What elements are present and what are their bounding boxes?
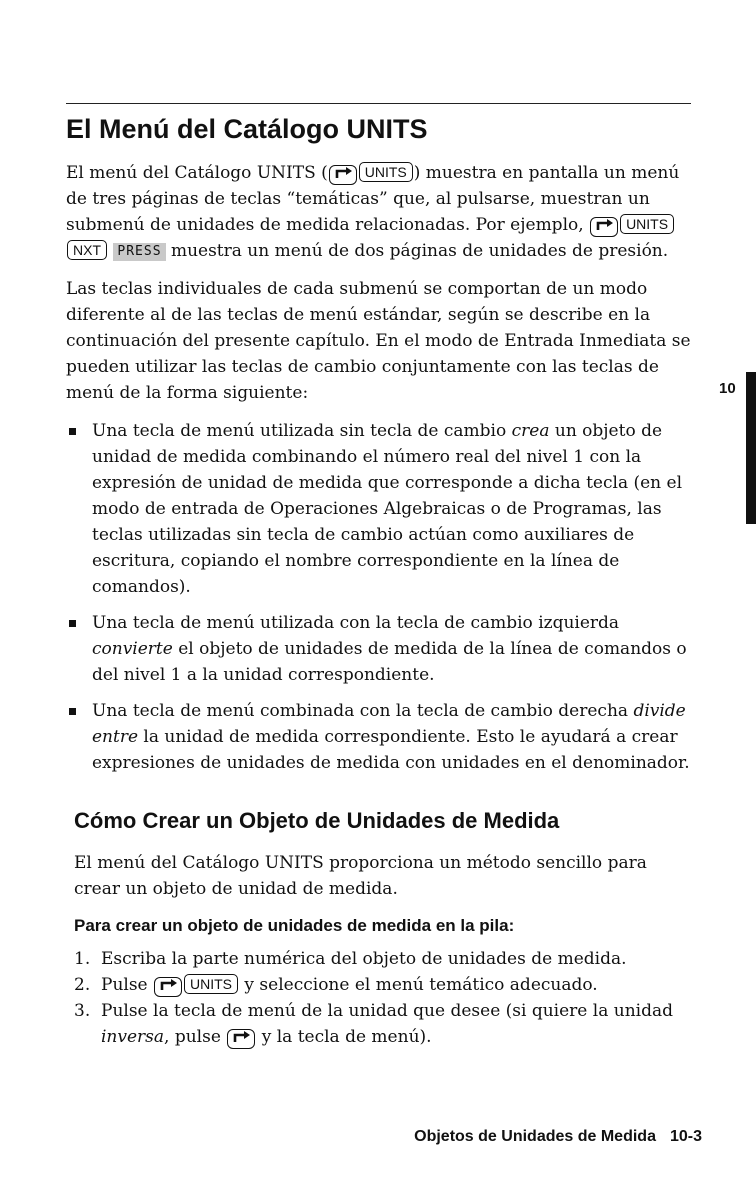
bullet-text: Una tecla de menú utilizada sin tecla de cambio	[92, 421, 512, 441]
list-item	[74, 998, 696, 1050]
bullet-square-icon	[69, 620, 76, 627]
list-item	[74, 972, 696, 998]
page-footer	[384, 1128, 702, 1146]
step-text: , pulse	[164, 1027, 227, 1047]
page-content	[66, 112, 696, 1050]
step-text: y seleccione el menú temático adecuado.	[239, 975, 598, 995]
footer-title: Objetos de Unidades de Medida	[414, 1128, 656, 1145]
units-key: UNITS	[359, 162, 413, 182]
bullet-text: Una tecla de menú combinada con la tecla de cambio derecha	[92, 701, 634, 721]
units-key: UNITS	[620, 214, 674, 234]
bullet-square-icon	[69, 708, 76, 715]
chapter-tab-bar	[746, 372, 756, 524]
nxt-key: NXT	[67, 240, 107, 260]
bullet-emphasis: convierte	[92, 639, 173, 659]
right-shift-arrow-icon	[227, 1029, 255, 1049]
shift-behaviour-list	[66, 418, 696, 776]
procedure-title: Para crear un objeto de unidades de medida en la pila:	[74, 916, 515, 935]
intro-text-1: El menú del Catálogo UNITS (	[66, 163, 328, 183]
bullet-text: la unidad de medida correspondiente. Esto le ayudará a crear expresiones de unidades de medida con unidades en el denominador.	[92, 727, 690, 773]
shift-keys-paragraph: Las teclas individuales de cada submenú se comportan de un modo diferente al de las teclas de menú estándar, según se describe en la continuación del presente capítulo. En el modo de Entrada Inmediata se pueden utilizar las teclas de cambio conjuntamente con las teclas de menú de la forma siguiente:	[66, 279, 691, 403]
right-shift-arrow-icon	[154, 977, 182, 997]
step-text: Pulse	[101, 975, 154, 995]
chapter-tab-number: 10	[719, 380, 736, 397]
page-number: 10-3	[669, 1128, 702, 1145]
step-text: Escriba la parte numérica del objeto de unidades de medida.	[101, 949, 627, 969]
subsection-title: Cómo Crear un Objeto de Unidades de Medida	[74, 808, 560, 833]
step-number: 2.	[74, 975, 91, 995]
step-number: 1.	[74, 949, 91, 969]
subsection-intro: El menú del Catálogo UNITS proporciona un método sencillo para crear un objeto de unidad de medida.	[74, 853, 647, 899]
bullet-text: el objeto de unidades de medida de la línea de comandos o del nivel 1 a la unidad correspondiente.	[92, 639, 687, 685]
bullet-square-icon	[69, 428, 76, 435]
right-shift-arrow-icon	[329, 165, 357, 185]
procedure-steps	[66, 946, 696, 1050]
intro-paragraph	[66, 160, 696, 264]
step-text: y la tecla de menú).	[256, 1027, 432, 1047]
list-item	[66, 698, 696, 776]
top-rule	[66, 103, 691, 104]
bullet-text: un objeto de unidad de medida combinando el número real del nivel 1 con la expresión de unidad de medida que corresponde a dicha tecla (en el modo de entrada de Operaciones Algebraicas o de Programas, las teclas utilizadas sin tecla de cambio actúan como auxiliares de escritura, copiando el nombre correspondiente en la línea de comandos).	[92, 421, 683, 597]
units-key: UNITS	[184, 974, 238, 994]
press-softkey: PRESS	[113, 243, 165, 261]
step-text: Pulse la tecla de menú de la unidad que desee (si quiere la unidad	[101, 1001, 673, 1021]
section-title: El Menú del Catálogo UNITS	[66, 114, 428, 144]
step-number: 3.	[74, 1001, 91, 1021]
right-shift-arrow-icon	[590, 217, 618, 237]
intro-text-3: muestra un menú de dos páginas de unidades de presión.	[165, 241, 669, 261]
bullet-emphasis: divide entre	[92, 701, 686, 747]
list-item	[66, 418, 696, 600]
bullet-emphasis: crea	[511, 421, 550, 441]
intro-text-2: ) muestra en pantalla un menú de tres páginas de teclas “temáticas” que, al pulsarse, muestran un submenú de unidades de medida relacionadas. Por ejemplo,	[66, 163, 680, 235]
list-item	[74, 946, 696, 972]
bullet-text: Una tecla de menú utilizada con la tecla de cambio izquierda	[92, 613, 620, 633]
list-item	[66, 610, 696, 688]
step-emphasis: inversa	[101, 1027, 165, 1047]
